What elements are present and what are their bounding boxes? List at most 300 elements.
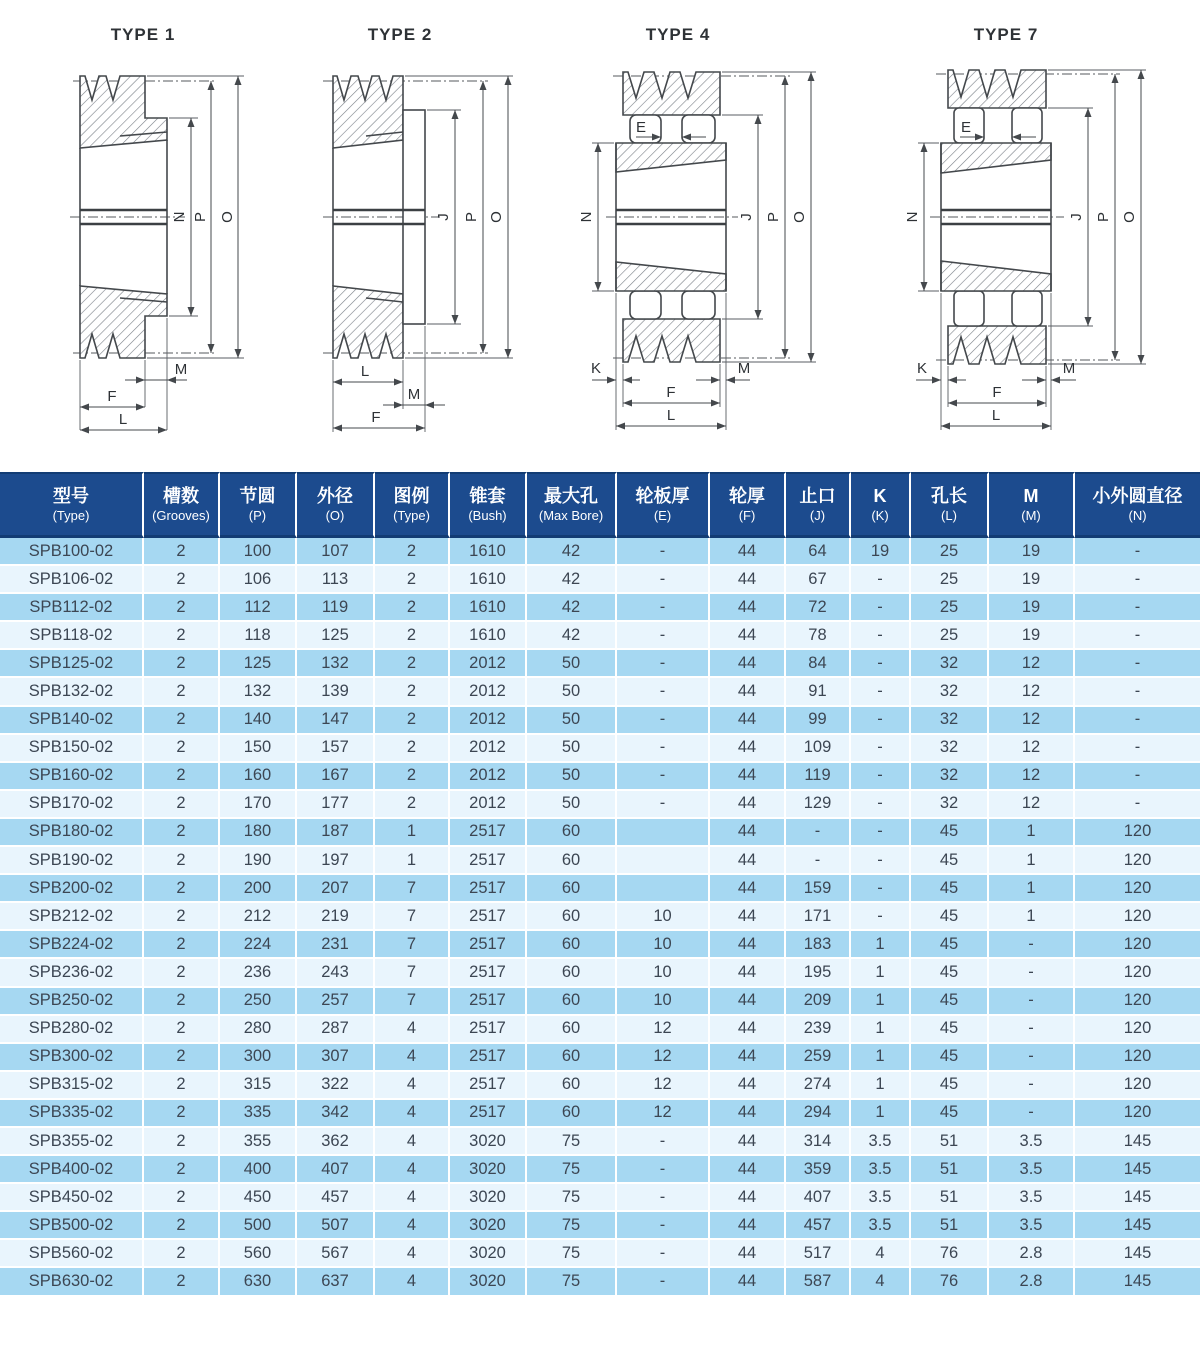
table-cell: 197 xyxy=(297,847,375,875)
pulley-cross-section xyxy=(930,70,1120,364)
table-cell: 212 xyxy=(220,903,297,931)
table-cell: 2 xyxy=(144,594,220,622)
type1-diagram xyxy=(28,10,308,450)
table-cell: - xyxy=(617,1240,710,1268)
table-cell: 195 xyxy=(786,959,851,987)
type4-diagram xyxy=(578,10,878,450)
table-cell: 72 xyxy=(786,594,851,622)
table-cell: 51 xyxy=(911,1128,989,1156)
table-cell: 7 xyxy=(375,959,450,987)
table-cell: - xyxy=(1075,566,1200,594)
table-cell: 2 xyxy=(144,1044,220,1072)
table-cell: - xyxy=(1075,763,1200,791)
table-cell: - xyxy=(989,1016,1075,1044)
table-cell: SPB112-02 xyxy=(0,594,144,622)
table-cell: SPB100-02 xyxy=(0,538,144,566)
table-cell: 12 xyxy=(989,650,1075,678)
table-row xyxy=(0,566,1200,594)
table-cell: 42 xyxy=(527,622,617,650)
table-cell: 400 xyxy=(220,1156,297,1184)
table-cell: 2012 xyxy=(450,707,527,735)
table-cell: 167 xyxy=(297,763,375,791)
dim-label-l: L xyxy=(360,363,370,380)
table-cell: 44 xyxy=(710,1128,786,1156)
table-cell: 12 xyxy=(989,791,1075,819)
table-cell: 44 xyxy=(710,1212,786,1240)
table-cell: 120 xyxy=(1075,1016,1200,1044)
table-cell: SPB315-02 xyxy=(0,1072,144,1100)
table-cell: 75 xyxy=(527,1268,617,1296)
table-cell: 1 xyxy=(851,988,911,1016)
table-cell: 125 xyxy=(220,650,297,678)
table-cell: SPB190-02 xyxy=(0,847,144,875)
table-row xyxy=(0,735,1200,763)
table-cell: 120 xyxy=(1075,875,1200,903)
table-cell: 280 xyxy=(220,1016,297,1044)
table-cell: - xyxy=(1075,791,1200,819)
table-cell: SPB160-02 xyxy=(0,763,144,791)
column-header: 槽数 (Grooves) xyxy=(144,472,220,538)
table-cell: 2 xyxy=(144,1156,220,1184)
table-cell: 2 xyxy=(144,735,220,763)
type2-diagram xyxy=(308,10,578,450)
table-cell: 2 xyxy=(144,566,220,594)
table-cell: 2012 xyxy=(450,650,527,678)
table-cell: 112 xyxy=(220,594,297,622)
table-cell: 294 xyxy=(786,1100,851,1128)
table-cell: 2 xyxy=(144,1016,220,1044)
table-cell: 125 xyxy=(297,622,375,650)
table-cell: 4 xyxy=(375,1268,450,1296)
table-cell: 2 xyxy=(375,594,450,622)
dim-label-m: M xyxy=(407,386,421,403)
table-cell: 7 xyxy=(375,931,450,959)
table-cell: 12 xyxy=(617,1016,710,1044)
table-cell: - xyxy=(851,847,911,875)
table-row xyxy=(0,1016,1200,1044)
table-cell: 10 xyxy=(617,931,710,959)
dim-label-o: O xyxy=(791,211,808,223)
table-cell: - xyxy=(851,650,911,678)
table-cell: - xyxy=(1075,650,1200,678)
table-cell: 2 xyxy=(375,566,450,594)
table-cell: 75 xyxy=(527,1240,617,1268)
table-row xyxy=(0,707,1200,735)
table-cell: 42 xyxy=(527,594,617,622)
table-cell: 44 xyxy=(710,1016,786,1044)
pulley-cross-section xyxy=(606,72,790,362)
table-cell: 2 xyxy=(144,1240,220,1268)
table-cell: 1610 xyxy=(450,622,527,650)
table-cell: 407 xyxy=(786,1184,851,1212)
table-row xyxy=(0,1156,1200,1184)
table-row xyxy=(0,1100,1200,1128)
table-cell: 4 xyxy=(375,1044,450,1072)
table-cell: 2 xyxy=(144,847,220,875)
table-cell: 44 xyxy=(710,1072,786,1100)
table-cell: SPB125-02 xyxy=(0,650,144,678)
column-header: M (M) xyxy=(989,472,1075,538)
table-cell: 2.8 xyxy=(989,1240,1075,1268)
table-row xyxy=(0,819,1200,847)
table-cell: 2 xyxy=(375,763,450,791)
table-cell: 120 xyxy=(1075,931,1200,959)
dim-label-p: P xyxy=(463,211,480,223)
table-cell: 150 xyxy=(220,735,297,763)
table-row xyxy=(0,678,1200,706)
table-cell: 12 xyxy=(989,763,1075,791)
table-cell: 32 xyxy=(911,678,989,706)
table-cell: - xyxy=(989,931,1075,959)
table-cell: 19 xyxy=(989,566,1075,594)
table-cell: 32 xyxy=(911,735,989,763)
table-cell xyxy=(617,819,710,847)
table-cell: 75 xyxy=(527,1156,617,1184)
table-cell: 243 xyxy=(297,959,375,987)
table-cell: 2 xyxy=(144,1212,220,1240)
table-cell: 45 xyxy=(911,847,989,875)
table-row xyxy=(0,538,1200,566)
table-cell: 3020 xyxy=(450,1240,527,1268)
table-cell: SPB170-02 xyxy=(0,791,144,819)
table-cell: 45 xyxy=(911,1016,989,1044)
table-cell: 75 xyxy=(527,1212,617,1240)
dim-label-f: F xyxy=(666,384,676,401)
table-cell: 4 xyxy=(375,1184,450,1212)
column-header: 图例 (Type) xyxy=(375,472,450,538)
table-cell: 44 xyxy=(710,1184,786,1212)
table-cell: 120 xyxy=(1075,819,1200,847)
table-cell: - xyxy=(1075,622,1200,650)
table-cell: 12 xyxy=(989,735,1075,763)
column-header: K (K) xyxy=(851,472,911,538)
table-cell: - xyxy=(851,735,911,763)
dim-label-p: P xyxy=(192,211,209,223)
table-cell: 45 xyxy=(911,819,989,847)
table-cell: 2012 xyxy=(450,763,527,791)
table-cell: - xyxy=(617,1184,710,1212)
dim-label-m: M xyxy=(737,360,751,377)
table-cell: 2 xyxy=(375,791,450,819)
spec-table xyxy=(0,472,1200,1297)
table-cell: 78 xyxy=(786,622,851,650)
table-cell: - xyxy=(617,538,710,566)
table-cell: 307 xyxy=(297,1044,375,1072)
table-cell: 44 xyxy=(710,707,786,735)
table-cell: 2 xyxy=(144,1184,220,1212)
table-cell: 10 xyxy=(617,988,710,1016)
table-cell: 3.5 xyxy=(989,1128,1075,1156)
table-cell: 314 xyxy=(786,1128,851,1156)
table-cell: 118 xyxy=(220,622,297,650)
table-cell: - xyxy=(1075,707,1200,735)
table-row xyxy=(0,875,1200,903)
table-row xyxy=(0,1240,1200,1268)
table-cell: 25 xyxy=(911,622,989,650)
table-cell: 60 xyxy=(527,1044,617,1072)
table-cell: 44 xyxy=(710,1100,786,1128)
table-cell xyxy=(617,875,710,903)
table-cell: 45 xyxy=(911,1100,989,1128)
table-cell: 45 xyxy=(911,903,989,931)
table-cell: 2 xyxy=(144,791,220,819)
table-cell: 2517 xyxy=(450,1100,527,1128)
table-cell: 2 xyxy=(144,622,220,650)
table-cell: 2 xyxy=(144,1072,220,1100)
table-cell: 145 xyxy=(1075,1128,1200,1156)
table-cell: 42 xyxy=(527,538,617,566)
table-cell: SPB450-02 xyxy=(0,1184,144,1212)
table-cell: 2 xyxy=(144,1100,220,1128)
table-cell: 44 xyxy=(710,931,786,959)
table-cell: - xyxy=(851,678,911,706)
table-cell: 2 xyxy=(144,819,220,847)
table-cell: 7 xyxy=(375,903,450,931)
table-cell: 4 xyxy=(375,1156,450,1184)
dim-label-m: M xyxy=(1062,360,1076,377)
diagram-title: TYPE 7 xyxy=(973,25,1039,44)
table-cell: 44 xyxy=(710,903,786,931)
table-cell: 25 xyxy=(911,594,989,622)
table-cell: 287 xyxy=(297,1016,375,1044)
table-cell: 1 xyxy=(851,1100,911,1128)
dim-label-j: J xyxy=(435,213,452,221)
table-cell: 42 xyxy=(527,566,617,594)
table-cell: 120 xyxy=(1075,959,1200,987)
table-cell: 45 xyxy=(911,959,989,987)
table-row xyxy=(0,1072,1200,1100)
table-cell: 2517 xyxy=(450,819,527,847)
table-cell: - xyxy=(851,566,911,594)
table-cell: 145 xyxy=(1075,1184,1200,1212)
table-cell: 75 xyxy=(527,1128,617,1156)
table-cell: 4 xyxy=(375,1016,450,1044)
table-cell: - xyxy=(617,707,710,735)
table-cell: 32 xyxy=(911,707,989,735)
dim-label-n: N xyxy=(904,211,921,223)
table-cell: 76 xyxy=(911,1268,989,1296)
table-cell: 2517 xyxy=(450,847,527,875)
table-cell: 120 xyxy=(1075,903,1200,931)
table-cell: 2517 xyxy=(450,931,527,959)
column-header: 锥套 (Bush) xyxy=(450,472,527,538)
table-row xyxy=(0,1184,1200,1212)
table-cell: 50 xyxy=(527,763,617,791)
table-cell: 180 xyxy=(220,819,297,847)
column-header: 型号 (Type) xyxy=(0,472,144,538)
table-cell: 2 xyxy=(144,650,220,678)
table-cell: - xyxy=(617,1212,710,1240)
table-cell: 259 xyxy=(786,1044,851,1072)
table-cell: 300 xyxy=(220,1044,297,1072)
table-cell: 1 xyxy=(989,875,1075,903)
table-cell: 1610 xyxy=(450,538,527,566)
table-cell: SPB630-02 xyxy=(0,1268,144,1296)
table-cell: 2012 xyxy=(450,791,527,819)
table-cell: 106 xyxy=(220,566,297,594)
table-cell: 19 xyxy=(989,538,1075,566)
table-cell: 25 xyxy=(911,566,989,594)
table-cell: 2 xyxy=(144,931,220,959)
diagram-title: TYPE 1 xyxy=(110,25,176,44)
table-cell: - xyxy=(617,1128,710,1156)
table-cell: - xyxy=(617,763,710,791)
table-cell: 2 xyxy=(375,735,450,763)
table-cell: - xyxy=(989,1072,1075,1100)
table-cell: 315 xyxy=(220,1072,297,1100)
dim-label-o: O xyxy=(488,211,505,223)
table-cell xyxy=(617,847,710,875)
diagram-title: TYPE 4 xyxy=(645,25,711,44)
table-cell: 1 xyxy=(375,819,450,847)
table-cell: 2517 xyxy=(450,959,527,987)
table-cell: 3.5 xyxy=(989,1156,1075,1184)
column-header: 轮厚 (F) xyxy=(710,472,786,538)
table-cell: 119 xyxy=(786,763,851,791)
table-cell: 2517 xyxy=(450,1072,527,1100)
column-header: 止口 (J) xyxy=(786,472,851,538)
table-row xyxy=(0,931,1200,959)
table-cell: 129 xyxy=(786,791,851,819)
table-cell: - xyxy=(851,594,911,622)
table-cell: 1 xyxy=(851,1072,911,1100)
table-cell: 1 xyxy=(989,847,1075,875)
table-cell: 139 xyxy=(297,678,375,706)
table-cell: 4 xyxy=(851,1240,911,1268)
dim-label-o: O xyxy=(219,211,236,223)
table-cell: 60 xyxy=(527,1100,617,1128)
table-cell: 45 xyxy=(911,988,989,1016)
table-cell: - xyxy=(617,678,710,706)
table-cell: 3020 xyxy=(450,1128,527,1156)
table-cell: 45 xyxy=(911,1072,989,1100)
table-cell: 2 xyxy=(144,959,220,987)
table-cell: 183 xyxy=(786,931,851,959)
table-cell: 1 xyxy=(851,959,911,987)
table-cell: 50 xyxy=(527,735,617,763)
table-cell: 1610 xyxy=(450,594,527,622)
column-header: 节圆 (P) xyxy=(220,472,297,538)
table-cell: 2 xyxy=(144,678,220,706)
table-cell: 64 xyxy=(786,538,851,566)
table-cell: 51 xyxy=(911,1184,989,1212)
table-cell: 45 xyxy=(911,875,989,903)
table-cell: - xyxy=(786,847,851,875)
table-cell: 3.5 xyxy=(851,1128,911,1156)
table-cell: 1 xyxy=(851,1044,911,1072)
table-cell: SPB132-02 xyxy=(0,678,144,706)
table-cell: 1610 xyxy=(450,566,527,594)
table-cell: 1 xyxy=(851,1016,911,1044)
table-cell: 3.5 xyxy=(989,1184,1075,1212)
dim-label-p: P xyxy=(765,211,782,223)
table-row xyxy=(0,988,1200,1016)
dim-label-j: J xyxy=(738,213,755,221)
table-cell: 567 xyxy=(297,1240,375,1268)
diagram-title: TYPE 2 xyxy=(367,25,433,44)
table-cell: 44 xyxy=(710,678,786,706)
table-cell: SPB118-02 xyxy=(0,622,144,650)
table-cell: 2517 xyxy=(450,988,527,1016)
table-cell: 109 xyxy=(786,735,851,763)
table-cell: 60 xyxy=(527,903,617,931)
table-cell: 10 xyxy=(617,903,710,931)
table-cell: 44 xyxy=(710,594,786,622)
table-cell: 207 xyxy=(297,875,375,903)
table-cell: 2 xyxy=(144,1128,220,1156)
table-cell: - xyxy=(1075,678,1200,706)
table-cell: 44 xyxy=(710,763,786,791)
table-row xyxy=(0,903,1200,931)
table-cell: SPB212-02 xyxy=(0,903,144,931)
table-cell: 3020 xyxy=(450,1184,527,1212)
table-cell: 44 xyxy=(710,1268,786,1296)
table-cell: 342 xyxy=(297,1100,375,1128)
table-cell: SPB500-02 xyxy=(0,1212,144,1240)
table-cell: - xyxy=(989,1100,1075,1128)
table-cell: 50 xyxy=(527,678,617,706)
table-cell: 2012 xyxy=(450,735,527,763)
table-cell: 257 xyxy=(297,988,375,1016)
table-cell: 120 xyxy=(1075,847,1200,875)
table-cell: SPB560-02 xyxy=(0,1240,144,1268)
table-cell: SPB106-02 xyxy=(0,566,144,594)
table-cell: 159 xyxy=(786,875,851,903)
table-row xyxy=(0,847,1200,875)
table-cell: 44 xyxy=(710,566,786,594)
table-cell: SPB300-02 xyxy=(0,1044,144,1072)
table-cell: 32 xyxy=(911,763,989,791)
table-cell: 3.5 xyxy=(989,1212,1075,1240)
table-cell: 3.5 xyxy=(851,1184,911,1212)
table-cell: SPB400-02 xyxy=(0,1156,144,1184)
table-cell: 145 xyxy=(1075,1268,1200,1296)
dim-label-l: L xyxy=(118,411,128,428)
table-cell: SPB280-02 xyxy=(0,1016,144,1044)
table-cell: 274 xyxy=(786,1072,851,1100)
table-cell: SPB355-02 xyxy=(0,1128,144,1156)
table-cell: - xyxy=(617,1268,710,1296)
table-cell: 2 xyxy=(375,622,450,650)
table-cell: 4 xyxy=(375,1240,450,1268)
table-cell: 132 xyxy=(220,678,297,706)
table-cell: 145 xyxy=(1075,1240,1200,1268)
table-cell: 44 xyxy=(710,819,786,847)
table-cell: SPB224-02 xyxy=(0,931,144,959)
table-cell: 75 xyxy=(527,1184,617,1212)
table-cell: - xyxy=(989,988,1075,1016)
table-cell: 32 xyxy=(911,650,989,678)
table-row xyxy=(0,650,1200,678)
table-cell: 2 xyxy=(144,988,220,1016)
table-cell: 51 xyxy=(911,1212,989,1240)
table-cell: 120 xyxy=(1075,1072,1200,1100)
table-cell: 60 xyxy=(527,1072,617,1100)
table-cell: 171 xyxy=(786,903,851,931)
table-cell: 51 xyxy=(911,1156,989,1184)
table-cell: SPB150-02 xyxy=(0,735,144,763)
table-cell: 44 xyxy=(710,735,786,763)
table-cell: - xyxy=(989,959,1075,987)
table-cell: - xyxy=(851,622,911,650)
table-cell: 4 xyxy=(851,1268,911,1296)
header-row xyxy=(0,472,1200,538)
table-cell: 44 xyxy=(710,1044,786,1072)
table-cell: 630 xyxy=(220,1268,297,1296)
dim-label-e: E xyxy=(635,119,647,136)
table-cell: 2 xyxy=(144,707,220,735)
dim-label-k: K xyxy=(590,360,602,377)
